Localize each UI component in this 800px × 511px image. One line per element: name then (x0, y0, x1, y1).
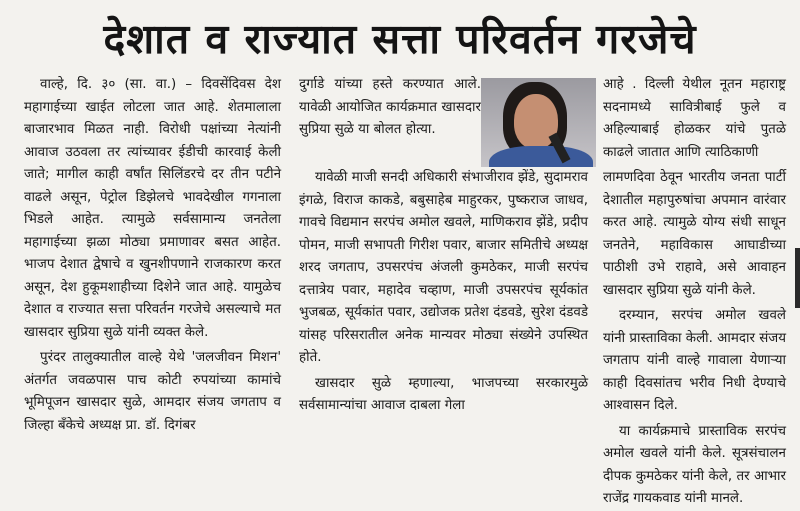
headline: देशात व राज्यात सत्ता परिवर्तन गरजेचे (103, 15, 697, 63)
article-column-2-top (299, 74, 481, 142)
paragraph: आहे . दिल्ली येथील नूतन महाराष्ट्र सदनामध्ये सावित्रीबाई फुले व अहिल्याबाई होळकर यांचे पुतळे काढले जातात आणि त्याठिकाणी (603, 77, 786, 160)
article-column-3 (603, 167, 786, 511)
paragraph: वाल्हे, दि. ३० (सा. वा.) – दिवसेंदिवस देश महागाईच्या खाईत लोटला जात आहे. शेतमालाला बाजारभाव मिळत नाही. विरोधी पक्षांच्या नेत्यांनी आवाज उठवला तर त्यांच्यावर ईडीची कारवाई केली जाते; मागील काही वर्षांत सिलिंडरचे दर तीन पटीने वाढले असून, पेट्रोल डिझेलचे भावदेखील गगनाला भिडले आहेत. त्यामुळे सर्वसामान्य जनतेला महागाईच्या झळा मोठ्या प्रमाणावर बसत आहेत. भाजप देशात द्वेषाचे व खुनशीपणाने राजकारण करत असून, देश हुकूमशाहीच्या दिशेने जात आहे. यामुळेच देशात व राज्यात सत्ता परिवर्तन गरजेचे असल्याचे मत खासदार सुप्रिया सुळे यांनी व्यक्त केले. (24, 77, 281, 340)
paragraph: पुरंदर तालुक्यातील वाल्हे येथे 'जलजीवन मिशन' अंतर्गत जवळपास पाच कोटी रुपयांच्या कामांचे भूमिपूजन खासदार सुळे, आमदार संजय जगताप व जिल्हा बँकेचे अध्यक्ष प्रा. डॉ. दिगंबर (24, 350, 281, 433)
article-column-3-top (603, 74, 786, 164)
paragraph: लामणदिवा ठेवून भारतीय जनता पार्टी देशातील महापुरुषांचा अपमान वारंवार करत आहे. त्यामुळे योग्य संधी साधून जनतेने, महाविकास आघाडीच्या पाठीशी उभे राहावे, असे आवाहन खासदार सुप्रिया सुळे यांनी केले. (603, 170, 786, 298)
article-column-2 (299, 167, 588, 418)
paragraph: दरम्यान, सरपंच अमोल खवले यांनी प्रास्ताविका केली. आमदार संजय जगताप यांनी वाल्हे गावाला येणाऱ्या काही दिवसांतच भरीव निधी देण्याचे आश्वासन दिले. (603, 308, 786, 413)
paragraph: यावेळी माजी सनदी अधिकारी संभाजीराव झेंडे, सुदामराव इंगळे, विराज काकडे, बबुसाहेब माहुरकर, पुष्कराज जाधव, गावचे विद्यमान सरपंच अमोल खवले, माणिकराव झेंडे, प्रदीप पोमन, माजी सभापती गिरीश पवार, बाजार समितीचे अध्यक्ष शरद जगताप, उपसरपंच अंजली कुमठेकर, माजी सरपंच दत्तात्रेय पवार, महादेव चव्हाण, माजी उपसरपंच सूर्यकांत भुजबळ, सूर्यकांत पवार, उद्योजक प्रतेश दंडवडे, सुरेश दंडवडे यांसह परिसरातील अनेक मान्यवर मोठ्या संख्येने उपस्थित होते. (299, 170, 588, 365)
page-edge-marker (795, 248, 800, 308)
article-column-1 (24, 74, 281, 437)
paragraph: या कार्यक्रमाचे प्रास्ताविक सरपंच अमोल खवले यांनी केले. सूत्रसंचालन दीपक कुमठेकर यांनी केले, तर आभार राजेंद्र गायकवाड यांनी मानले. (603, 423, 786, 506)
paragraph: दुर्गाडे यांच्या हस्ते करण्यात आले. यावेळी आयोजित कार्यक्रमात खासदार सुप्रिया सुळे या बोलत होत्या. (299, 77, 481, 137)
speaker-photo (481, 78, 596, 167)
paragraph: खासदार सुळे म्हणाल्या, भाजपच्या सरकारमुळे सर्वसामान्यांचा आवाज दाबला गेला (299, 375, 588, 413)
